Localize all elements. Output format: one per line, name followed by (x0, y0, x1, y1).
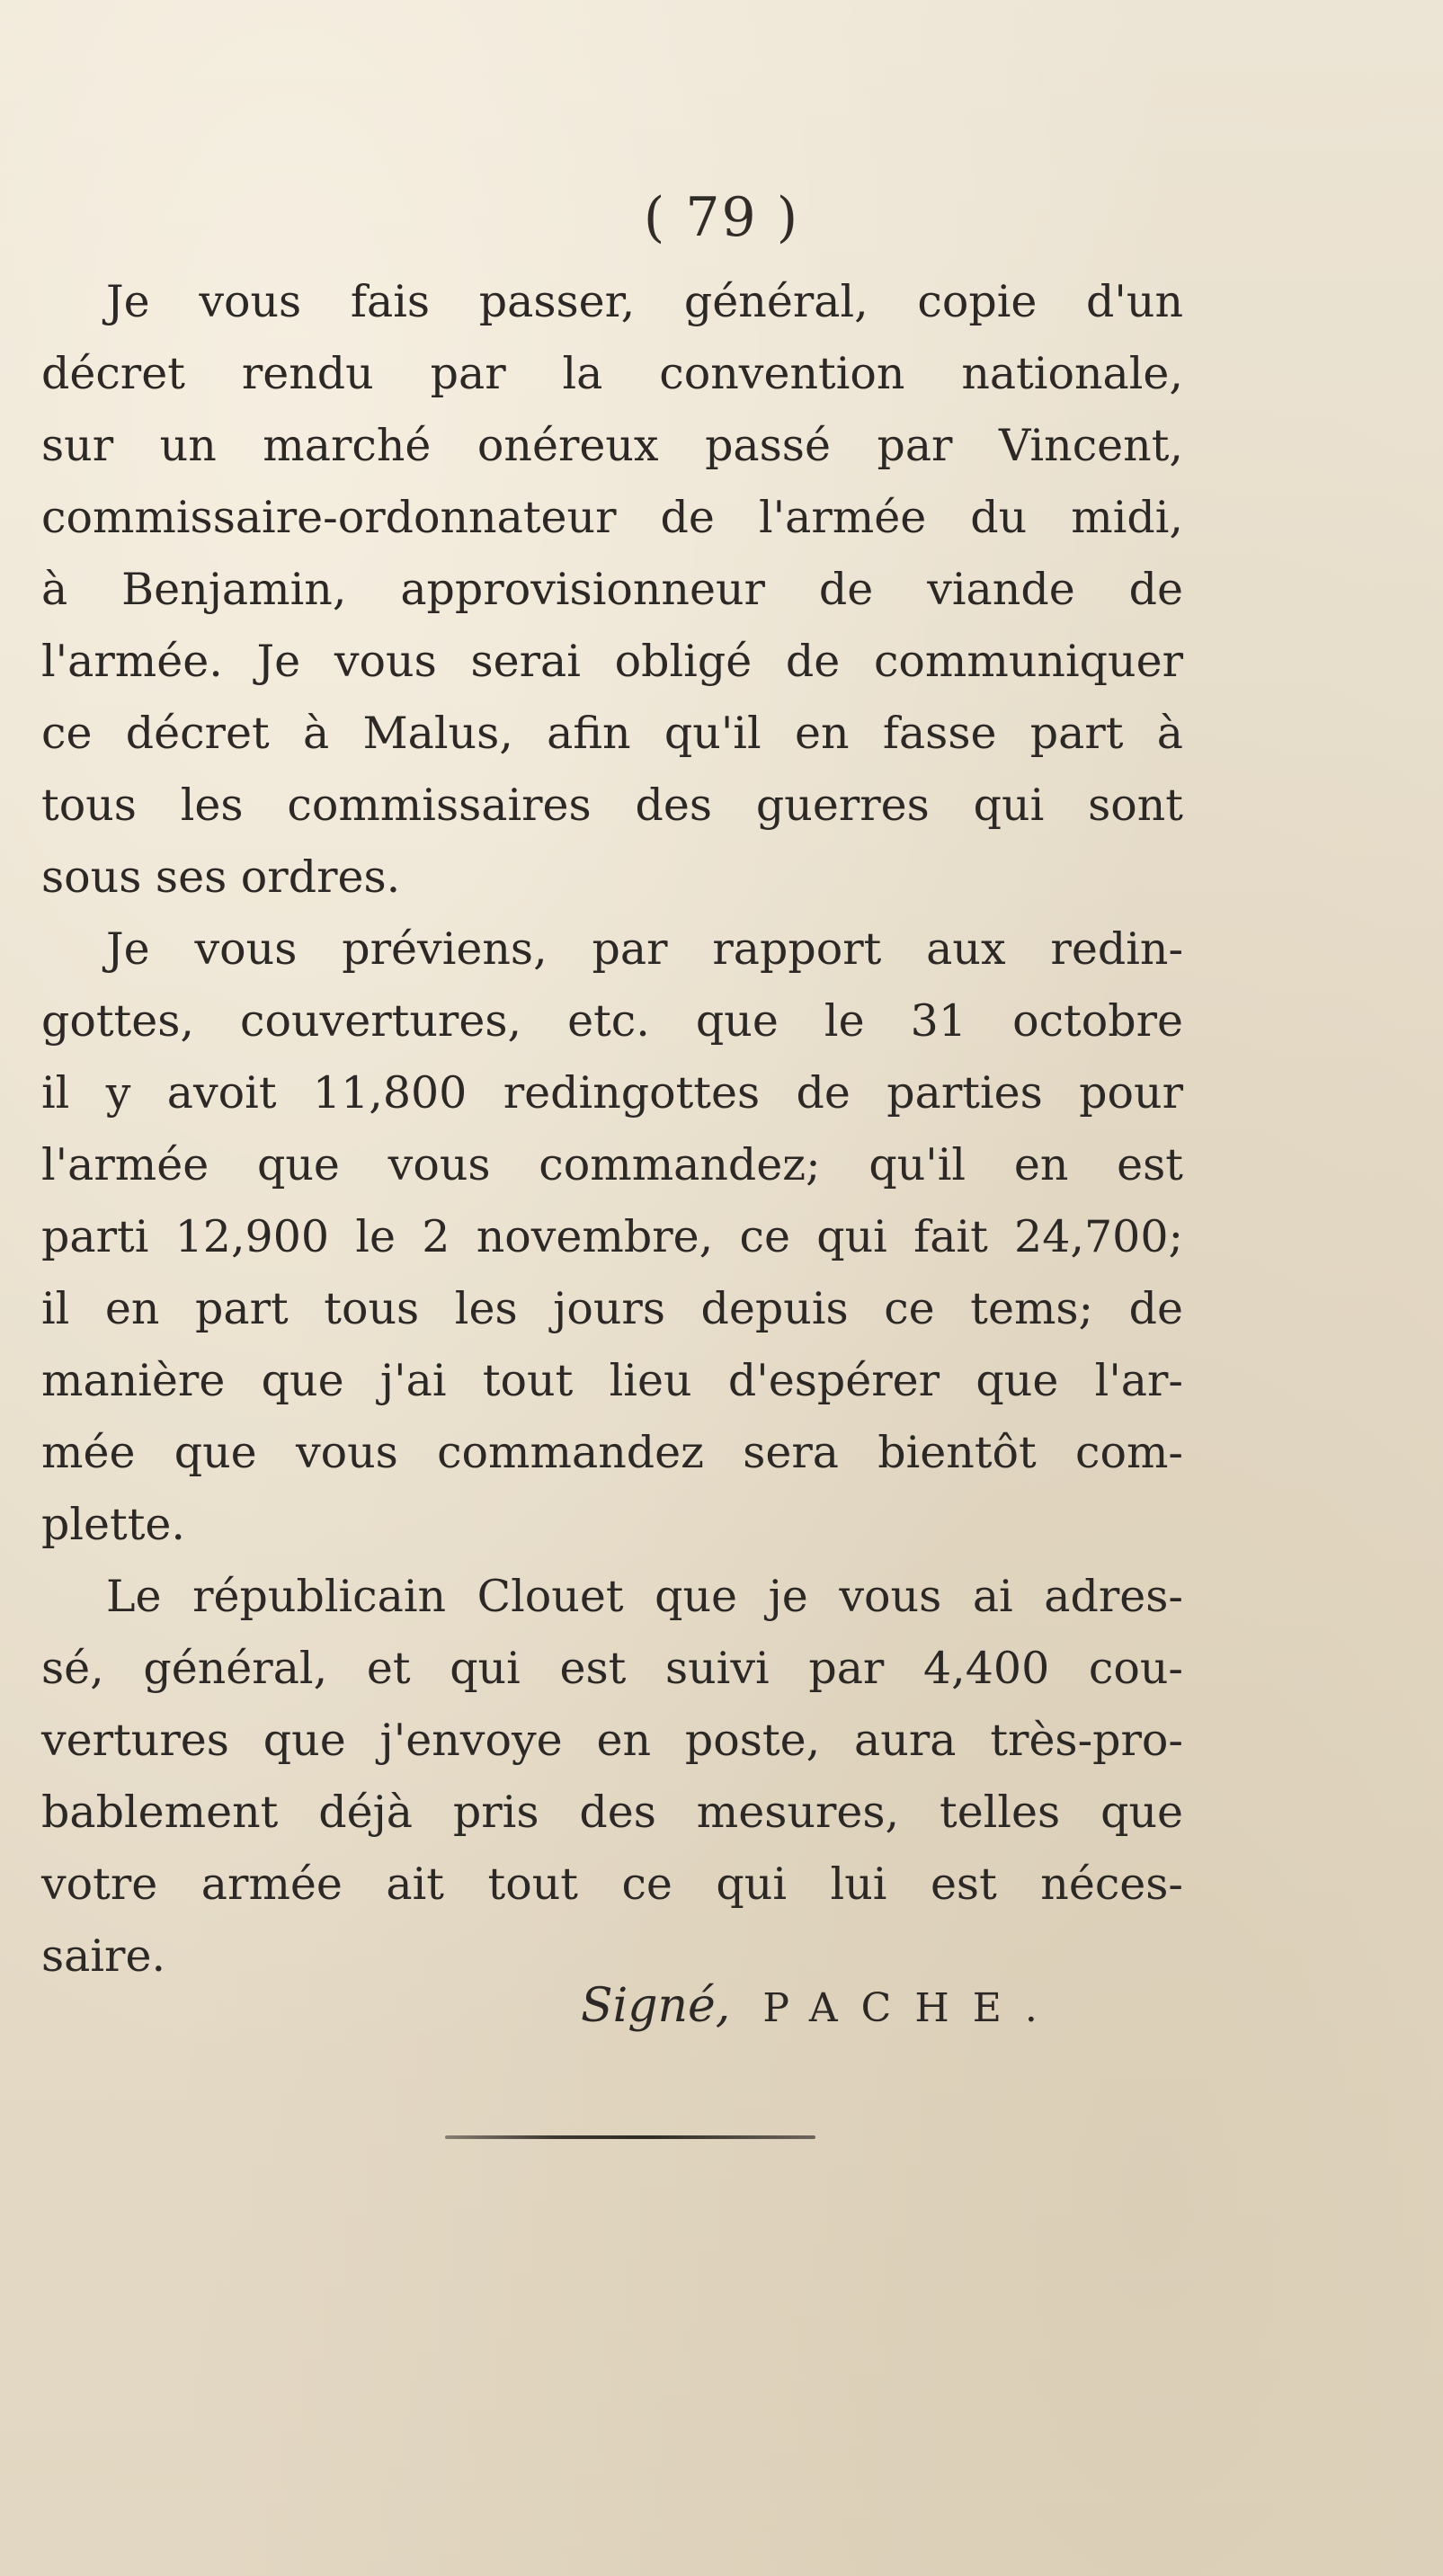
text-line: à Benjamin, approvisionneur de viande de (41, 564, 1183, 615)
text-line: sur un marché onéreux passé par Vincent, (41, 420, 1183, 471)
text-line: il en part tous les jours depuis ce tems; de (41, 1283, 1183, 1334)
paragraph-2 (41, 914, 1183, 1561)
text-line: mée que vous commandez sera bientôt com- (41, 1427, 1183, 1478)
paragraph-1 (41, 266, 1183, 914)
text-line: tous les commissaires des guerres qui sont (41, 780, 1183, 831)
text-line: sous ses ordres. (41, 851, 401, 903)
text-line: plette. (41, 1499, 185, 1550)
text-line: il y avoit 11,800 redingottes de parties pour (41, 1067, 1183, 1119)
text-line: Je vous préviens, par rapport aux redin- (106, 923, 1183, 975)
text-line: manière que j'ai tout lieu d'espérer que l'ar- (41, 1355, 1183, 1406)
text-line: Je vous fais passer, général, copie d'un (106, 276, 1183, 327)
text-line: l'armée. Je vous serai obligé de communiquer (41, 636, 1183, 687)
text-line: l'armée que vous commandez; qu'il en est (41, 1139, 1183, 1190)
text-line: gottes, couvertures, etc. que le 31 octobre (41, 995, 1183, 1047)
text-line: ce décret à Malus, afin qu'il en fasse part à (41, 708, 1183, 759)
text-line: commissaire-ordonnateur de l'armée du midi, (41, 492, 1183, 543)
text-line: Le républicain Clouet que je vous ai adres- (106, 1571, 1183, 1622)
text-line: parti 12,900 le 2 novembre, ce qui fait 24,700; (41, 1211, 1183, 1262)
text-line: saire. (41, 1930, 166, 1982)
signature-label: Signé, (581, 1979, 731, 2033)
closing-rule (445, 2135, 815, 2139)
text-line: votre armée ait tout ce qui lui est néces- (41, 1858, 1183, 1910)
text-line: vertures que j'envoye en poste, aura très-pro- (41, 1715, 1183, 1766)
page-number: ( 79 ) (643, 186, 800, 249)
text-line: décret rendu par la convention nationale, (41, 348, 1183, 399)
signature-name: PACHE. (762, 1985, 1061, 2031)
text-line: bablement déjà pris des mesures, telles que (41, 1787, 1183, 1838)
signature (581, 1979, 1061, 2033)
paragraph-3 (41, 1561, 1183, 1992)
text-line: sé, général, et qui est suivi par 4,400 cou- (41, 1643, 1183, 1694)
letter-body (41, 266, 1183, 1992)
